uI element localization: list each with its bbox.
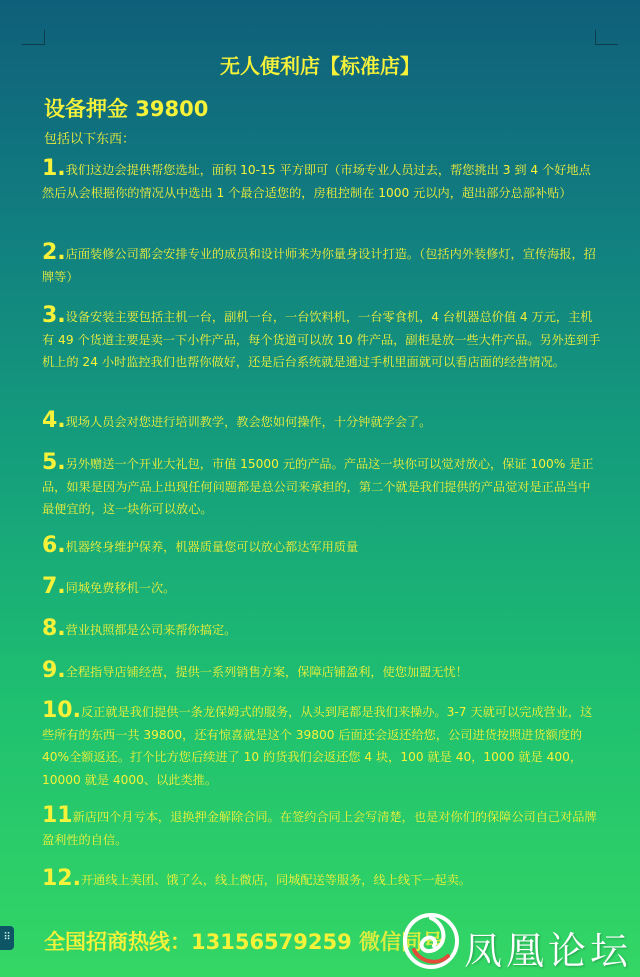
item-number: 4. <box>42 408 66 433</box>
forum-watermark-logo <box>398 908 634 974</box>
item-text: 现场人员会对您进行培训教学，教会您如何操作，十分钟就学会了。 <box>65 415 432 429</box>
side-grip-icon[interactable]: ⠿ <box>0 926 14 950</box>
watermark-text: 凤凰论坛 <box>464 929 633 973</box>
list-item-1 <box>42 158 602 204</box>
list-item-12 <box>42 868 602 892</box>
item-text: 营业执照都是公司来帮你搞定。 <box>65 623 237 637</box>
hotline <box>44 926 443 956</box>
item-text: 新店四个月亏本，退换押金解除合同。在签约合同上会写清楚，也是对你们的保障公司自己对品牌盈利性的自信。 <box>42 810 597 847</box>
item-number: 1. <box>42 156 66 181</box>
intro-text: 包括以下东西： <box>44 132 136 147</box>
list-item-7 <box>42 576 602 600</box>
list-item-4 <box>42 410 602 434</box>
item-number: 5. <box>42 450 66 475</box>
list-item-5 <box>42 452 602 521</box>
item-text: 店面装修公司都会安排专业的成员和设计师来为你量身设计打造。（包括内外装修灯，宣传海报，招牌等） <box>42 247 596 284</box>
item-number: 12. <box>42 866 81 891</box>
hotline-wechat-note: 微信同号 <box>359 930 444 954</box>
item-number: 7. <box>42 574 66 599</box>
list-item-8 <box>42 618 602 642</box>
item-number: 9. <box>42 658 66 683</box>
item-number: 10. <box>42 698 81 723</box>
hotline-number: 13156579259 <box>191 930 352 954</box>
item-text: 开通线上美团、饿了么，线上微店，同城配送等服务，线上线下一起卖。 <box>80 873 471 887</box>
document-title: 无人便利店【标准店】 <box>220 54 420 78</box>
list-item-2 <box>42 242 602 288</box>
item-text: 全程指导店铺经营，提供一系列销售方案，保障店铺盈利，使您加盟无忧！ <box>65 665 468 679</box>
item-text: 另外赠送一个开业大礼包，市值 15000 元的产品。产品这一块你可以觉对放心，保证 100% 是正品，如果是因为产品上出现任何问题都是总公司来承担的，第二个就是我们提供的产品觉对是正品当中最便宜的，这一块你可以放心。 <box>42 457 594 516</box>
item-number: 11 <box>42 803 73 828</box>
item-number: 6. <box>42 533 66 558</box>
item-number: 8. <box>42 616 66 641</box>
list-item-9 <box>42 660 602 684</box>
deposit-heading: 设备押金 39800 <box>44 97 209 121</box>
item-text: 我们这边会提供帮您选址，面积 10-15 平方即可（市场专业人员过去，帮您挑出 3 到 4 个好地点然后从会根据你的情况从中选出 1 个最合适您的，房租控制在 1000 元以内，超出部分总部补贴） <box>42 163 591 200</box>
list-item-10 <box>42 700 602 791</box>
item-text: 反正就是我们提供一条龙保姆式的服务，从头到尾都是我们来操办。3-7 天就可以完成营业，这些所有的东西一共 39800，还有惊喜就是这个 39800 后面还会返还给您，公司进货按照进货额度的 40%全额返还。打个比方您后续进了 10 的货我们会返还您 4 块，100 就是 40，1000 就是 400，10000 就是 4000、以此类推。 <box>42 705 593 787</box>
item-number: 3. <box>42 303 66 328</box>
item-number: 2. <box>42 240 66 265</box>
item-text: 同城免费移机一次。 <box>65 581 176 595</box>
item-text: 机器终身维护保养，机器质量您可以放心都达军用质量 <box>65 540 359 554</box>
page-corner-mark-right <box>595 30 618 45</box>
page-corner-mark-left <box>22 30 45 45</box>
item-text: 设备安装主要包括主机一台，副机一台，一台饮料机，一台零食机，4 台机器总价值 4 万元，主机有 49 个货道主要是卖一下小件产品，每个货道可以放 10 件产品，副柜是放一些大件产品。另外连到手机上的 24 小时监控我们也帮你做好，还是后台系统就是通过手机里面就可以看店面的经营情况。 <box>42 310 601 369</box>
list-item-11 <box>42 805 602 851</box>
hotline-label: 全国招商热线： <box>44 930 191 954</box>
list-item-6 <box>42 535 602 559</box>
list-item-3 <box>42 305 602 374</box>
phoenix-swirl-icon <box>400 910 462 972</box>
